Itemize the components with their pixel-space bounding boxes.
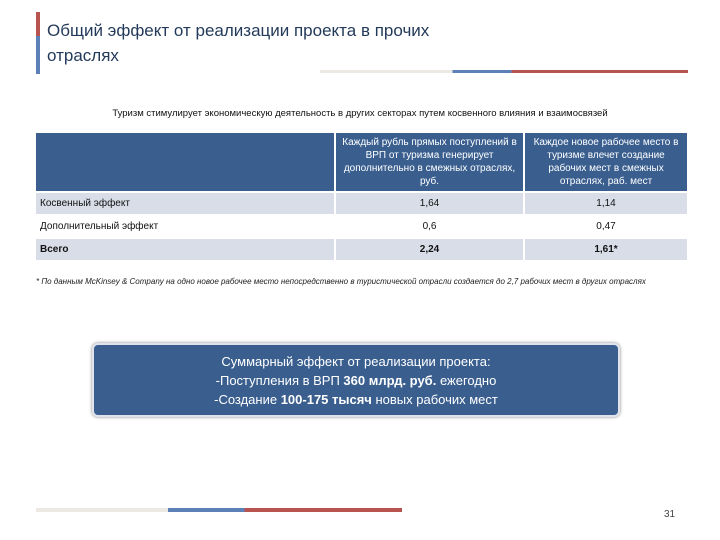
- highlight: 360 млрд. руб.: [343, 373, 437, 388]
- effect-table: [36, 133, 689, 260]
- summary-line-1: [94, 371, 618, 390]
- table-row: [36, 215, 688, 238]
- table-row-total: [36, 238, 688, 260]
- cell: 1,14: [524, 192, 688, 215]
- row-label: Косвенный эффект: [36, 192, 335, 215]
- text: ежегодно: [436, 373, 497, 388]
- highlight: 100-175 тысяч: [280, 392, 372, 407]
- accent-bar-blue: [36, 36, 40, 74]
- cell: 1,61*: [524, 238, 688, 260]
- header-cell: Каждый рубль прямых поступлений в ВРП от туризма генерирует дополнительно в смежных отраслях, руб.: [335, 133, 524, 192]
- summary-box: [92, 343, 620, 417]
- summary-heading: Суммарный эффект от реализации проекта:: [221, 354, 491, 369]
- cell: 2,24: [335, 238, 524, 260]
- header-cell: Каждое новое рабочее место в туризме влечет создание рабочих мест в смежных отраслях, раб. мест: [524, 133, 688, 192]
- header-divider: [320, 70, 688, 73]
- subtitle: Туризм стимулирует экономическую деятельность в других секторах путем косвенного влияния и взаимосвязей: [112, 108, 608, 119]
- table-header: [36, 133, 688, 192]
- cell: 1,64: [335, 192, 524, 215]
- cell: 0,6: [335, 215, 524, 238]
- cell: 0,47: [524, 215, 688, 238]
- table-row: [36, 192, 688, 215]
- row-label: Всего: [36, 238, 335, 260]
- page-number: 31: [664, 509, 676, 520]
- text: -Создание: [214, 392, 281, 407]
- accent-bar-red: [36, 12, 40, 36]
- footer-divider: [36, 508, 402, 512]
- text: новых рабочих мест: [371, 392, 498, 407]
- page-title: Общий эффект от реализации проекта в прочих отраслях: [47, 21, 430, 65]
- text: -Поступления в ВРП: [215, 373, 344, 388]
- row-label: Дополнительный эффект: [36, 215, 335, 238]
- footnote: * По данным McKinsey & Company на одно новое рабочее место непосредственно в туристической отрасли создается до 2,7 рабочих мест в других отраслях: [36, 277, 646, 286]
- header-cell: [36, 133, 335, 192]
- summary-line-2: [94, 390, 618, 409]
